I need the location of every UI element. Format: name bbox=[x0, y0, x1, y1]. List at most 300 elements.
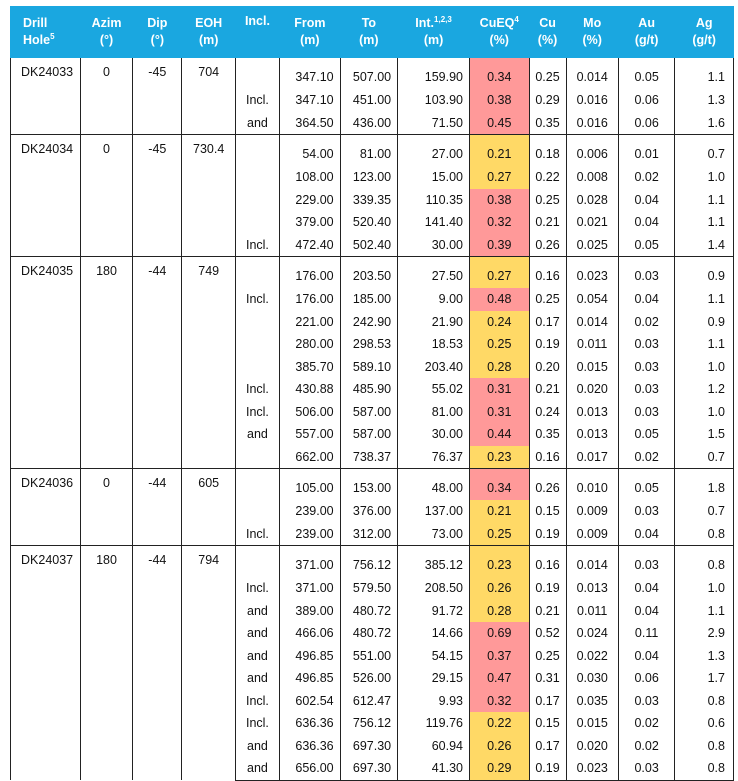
au-cell: 0.02 bbox=[618, 311, 674, 334]
interval-cell: 203.40 bbox=[398, 356, 470, 379]
col-from: From (m) bbox=[280, 7, 341, 58]
interval-cell: 18.53 bbox=[398, 333, 470, 356]
to-cell: 81.00 bbox=[340, 135, 398, 167]
au-cell: 0.02 bbox=[618, 166, 674, 189]
cu-cell: 0.16 bbox=[529, 546, 566, 578]
mo-cell: 0.024 bbox=[566, 622, 618, 645]
incl-cell bbox=[235, 333, 279, 356]
to-cell: 153.00 bbox=[340, 469, 398, 501]
cueq-cell: 0.69 bbox=[469, 622, 529, 645]
from-cell: 385.70 bbox=[280, 356, 341, 379]
incl-cell bbox=[235, 446, 279, 469]
to-cell: 203.50 bbox=[340, 257, 398, 289]
cu-cell: 0.26 bbox=[529, 469, 566, 501]
col-int: Int.$^{1,2,3}$ (m) bbox=[398, 7, 470, 58]
col-mo: Mo (%) bbox=[566, 7, 618, 58]
table-row bbox=[11, 58, 734, 90]
col-au: Au (g/t) bbox=[618, 7, 674, 58]
cu-cell: 0.25 bbox=[529, 58, 566, 90]
interval-cell: 48.00 bbox=[398, 469, 470, 501]
hole-id-cell: DK24035 bbox=[11, 257, 81, 469]
cu-cell: 0.16 bbox=[529, 446, 566, 469]
au-cell: 0.03 bbox=[618, 257, 674, 289]
au-cell: 0.03 bbox=[618, 546, 674, 578]
to-cell: 451.00 bbox=[340, 89, 398, 112]
from-cell: 239.00 bbox=[280, 523, 341, 546]
eoh-cell: 704 bbox=[182, 58, 235, 135]
incl-cell: and bbox=[235, 645, 279, 668]
to-cell: 298.53 bbox=[340, 333, 398, 356]
ag-cell: 1.1 bbox=[675, 333, 734, 356]
to-cell: 587.00 bbox=[340, 401, 398, 424]
from-cell: 496.85 bbox=[280, 645, 341, 668]
interval-cell: 30.00 bbox=[398, 423, 470, 446]
interval-cell: 208.50 bbox=[398, 577, 470, 600]
cueq-cell: 0.48 bbox=[469, 288, 529, 311]
au-cell: 0.04 bbox=[618, 600, 674, 623]
from-cell: 602.54 bbox=[280, 690, 341, 713]
from-cell: 280.00 bbox=[280, 333, 341, 356]
eoh-cell: 794 bbox=[182, 546, 235, 781]
cu-cell: 0.21 bbox=[529, 378, 566, 401]
from-cell: 472.40 bbox=[280, 234, 341, 257]
hole-id-cell: DK24037 bbox=[11, 546, 81, 781]
mo-cell: 0.054 bbox=[566, 288, 618, 311]
from-cell: 557.00 bbox=[280, 423, 341, 446]
ag-cell: 1.0 bbox=[675, 577, 734, 600]
interval-cell: 21.90 bbox=[398, 311, 470, 334]
mo-cell: 0.016 bbox=[566, 112, 618, 135]
incl-cell: and bbox=[235, 600, 279, 623]
from-cell: 371.00 bbox=[280, 577, 341, 600]
cueq-cell: 0.26 bbox=[469, 735, 529, 758]
ag-cell: 0.8 bbox=[675, 690, 734, 713]
ag-cell: 1.1 bbox=[675, 189, 734, 212]
interval-cell: 55.02 bbox=[398, 378, 470, 401]
to-cell: 612.47 bbox=[340, 690, 398, 713]
interval-cell: 141.40 bbox=[398, 211, 470, 234]
incl-cell bbox=[235, 257, 279, 289]
col-incl: Incl. bbox=[235, 7, 279, 58]
incl-cell: and bbox=[235, 735, 279, 758]
incl-cell bbox=[235, 58, 279, 90]
cueq-cell: 0.21 bbox=[469, 500, 529, 523]
cu-cell: 0.19 bbox=[529, 333, 566, 356]
table-row bbox=[11, 546, 734, 578]
au-cell: 0.03 bbox=[618, 333, 674, 356]
ag-cell: 1.4 bbox=[675, 234, 734, 257]
mo-cell: 0.009 bbox=[566, 500, 618, 523]
cu-cell: 0.25 bbox=[529, 645, 566, 668]
cueq-cell: 0.38 bbox=[469, 189, 529, 212]
to-cell: 312.00 bbox=[340, 523, 398, 546]
from-cell: 379.00 bbox=[280, 211, 341, 234]
interval-cell: 27.50 bbox=[398, 257, 470, 289]
to-cell: 507.00 bbox=[340, 58, 398, 90]
mo-cell: 0.010 bbox=[566, 469, 618, 501]
col-dip: Dip (°) bbox=[133, 7, 182, 58]
col-azim: Azim (°) bbox=[80, 7, 132, 58]
cu-cell: 0.17 bbox=[529, 735, 566, 758]
cueq-cell: 0.24 bbox=[469, 311, 529, 334]
cueq-cell: 0.26 bbox=[469, 577, 529, 600]
to-cell: 436.00 bbox=[340, 112, 398, 135]
interval-cell: 76.37 bbox=[398, 446, 470, 469]
au-cell: 0.05 bbox=[618, 469, 674, 501]
hole-group-dk24037 bbox=[11, 546, 734, 781]
hole-id-cell: DK24036 bbox=[11, 469, 81, 546]
mo-cell: 0.011 bbox=[566, 333, 618, 356]
eoh-cell: 730.4 bbox=[182, 135, 235, 257]
mo-cell: 0.025 bbox=[566, 234, 618, 257]
au-cell: 0.04 bbox=[618, 523, 674, 546]
interval-cell: 159.90 bbox=[398, 58, 470, 90]
au-cell: 0.02 bbox=[618, 712, 674, 735]
from-cell: 347.10 bbox=[280, 89, 341, 112]
cueq-cell: 0.34 bbox=[469, 58, 529, 90]
from-cell: 371.00 bbox=[280, 546, 341, 578]
cu-cell: 0.19 bbox=[529, 523, 566, 546]
au-cell: 0.05 bbox=[618, 58, 674, 90]
incl-cell bbox=[235, 311, 279, 334]
au-cell: 0.03 bbox=[618, 378, 674, 401]
hole-group-dk24034 bbox=[11, 135, 734, 257]
from-cell: 54.00 bbox=[280, 135, 341, 167]
au-cell: 0.02 bbox=[618, 735, 674, 758]
au-cell: 0.03 bbox=[618, 757, 674, 780]
ag-cell: 0.9 bbox=[675, 257, 734, 289]
au-cell: 0.11 bbox=[618, 622, 674, 645]
azim-cell: 180 bbox=[80, 546, 132, 781]
cu-cell: 0.17 bbox=[529, 690, 566, 713]
cueq-cell: 0.29 bbox=[469, 757, 529, 780]
from-cell: 662.00 bbox=[280, 446, 341, 469]
mo-cell: 0.013 bbox=[566, 423, 618, 446]
to-cell: 756.12 bbox=[340, 546, 398, 578]
cu-cell: 0.16 bbox=[529, 257, 566, 289]
incl-cell bbox=[235, 135, 279, 167]
au-cell: 0.06 bbox=[618, 112, 674, 135]
eoh-cell: 605 bbox=[182, 469, 235, 546]
ag-cell: 1.8 bbox=[675, 469, 734, 501]
cueq-cell: 0.31 bbox=[469, 401, 529, 424]
au-cell: 0.04 bbox=[618, 288, 674, 311]
incl-cell bbox=[235, 189, 279, 212]
col-to: To (m) bbox=[340, 7, 398, 58]
from-cell: 176.00 bbox=[280, 288, 341, 311]
hole-group-dk24033 bbox=[11, 58, 734, 135]
cu-cell: 0.52 bbox=[529, 622, 566, 645]
interval-cell: 15.00 bbox=[398, 166, 470, 189]
dip-cell: -44 bbox=[133, 469, 182, 546]
interval-cell: 29.15 bbox=[398, 667, 470, 690]
interval-cell: 385.12 bbox=[398, 546, 470, 578]
au-cell: 0.06 bbox=[618, 89, 674, 112]
cueq-cell: 0.27 bbox=[469, 257, 529, 289]
interval-cell: 27.00 bbox=[398, 135, 470, 167]
mo-cell: 0.014 bbox=[566, 311, 618, 334]
cueq-cell: 0.47 bbox=[469, 667, 529, 690]
cueq-cell: 0.27 bbox=[469, 166, 529, 189]
incl-cell bbox=[235, 546, 279, 578]
to-cell: 485.90 bbox=[340, 378, 398, 401]
to-cell: 756.12 bbox=[340, 712, 398, 735]
au-cell: 0.03 bbox=[618, 401, 674, 424]
from-cell: 221.00 bbox=[280, 311, 341, 334]
cueq-cell: 0.32 bbox=[469, 690, 529, 713]
table-row bbox=[11, 257, 734, 289]
to-cell: 697.30 bbox=[340, 735, 398, 758]
incl-cell: and bbox=[235, 423, 279, 446]
to-cell: 587.00 bbox=[340, 423, 398, 446]
to-cell: 480.72 bbox=[340, 622, 398, 645]
cu-cell: 0.25 bbox=[529, 288, 566, 311]
from-cell: 105.00 bbox=[280, 469, 341, 501]
dip-cell: -45 bbox=[133, 135, 182, 257]
ag-cell: 0.7 bbox=[675, 135, 734, 167]
cueq-cell: 0.34 bbox=[469, 469, 529, 501]
col-cueq: CuEQ$^4$ (%) bbox=[469, 7, 529, 58]
incl-cell bbox=[235, 356, 279, 379]
au-cell: 0.01 bbox=[618, 135, 674, 167]
ag-cell: 1.3 bbox=[675, 645, 734, 668]
mo-cell: 0.035 bbox=[566, 690, 618, 713]
cu-cell: 0.29 bbox=[529, 89, 566, 112]
mo-cell: 0.006 bbox=[566, 135, 618, 167]
cu-cell: 0.21 bbox=[529, 600, 566, 623]
interval-cell: 30.00 bbox=[398, 234, 470, 257]
from-cell: 364.50 bbox=[280, 112, 341, 135]
to-cell: 376.00 bbox=[340, 500, 398, 523]
au-cell: 0.03 bbox=[618, 500, 674, 523]
cu-cell: 0.22 bbox=[529, 166, 566, 189]
ag-cell: 1.3 bbox=[675, 89, 734, 112]
col-cu: Cu (%) bbox=[529, 7, 566, 58]
eoh-cell: 749 bbox=[182, 257, 235, 469]
from-cell: 636.36 bbox=[280, 735, 341, 758]
mo-cell: 0.014 bbox=[566, 546, 618, 578]
incl-cell bbox=[235, 500, 279, 523]
mo-cell: 0.030 bbox=[566, 667, 618, 690]
mo-cell: 0.023 bbox=[566, 757, 618, 780]
incl-cell: Incl. bbox=[235, 288, 279, 311]
interval-cell: 110.35 bbox=[398, 189, 470, 212]
to-cell: 123.00 bbox=[340, 166, 398, 189]
to-cell: 526.00 bbox=[340, 667, 398, 690]
to-cell: 339.35 bbox=[340, 189, 398, 212]
cueq-cell: 0.25 bbox=[469, 523, 529, 546]
ag-cell: 0.7 bbox=[675, 446, 734, 469]
from-cell: 430.88 bbox=[280, 378, 341, 401]
cu-cell: 0.21 bbox=[529, 211, 566, 234]
au-cell: 0.04 bbox=[618, 645, 674, 668]
incl-cell bbox=[235, 469, 279, 501]
cu-cell: 0.18 bbox=[529, 135, 566, 167]
cueq-cell: 0.45 bbox=[469, 112, 529, 135]
cu-cell: 0.25 bbox=[529, 189, 566, 212]
to-cell: 242.90 bbox=[340, 311, 398, 334]
to-cell: 185.00 bbox=[340, 288, 398, 311]
cueq-cell: 0.37 bbox=[469, 645, 529, 668]
incl-cell: Incl. bbox=[235, 523, 279, 546]
ag-cell: 0.9 bbox=[675, 311, 734, 334]
cu-cell: 0.15 bbox=[529, 500, 566, 523]
cu-cell: 0.17 bbox=[529, 311, 566, 334]
ag-cell: 1.0 bbox=[675, 356, 734, 379]
from-cell: 466.06 bbox=[280, 622, 341, 645]
interval-cell: 14.66 bbox=[398, 622, 470, 645]
interval-cell: 41.30 bbox=[398, 757, 470, 780]
mo-cell: 0.020 bbox=[566, 378, 618, 401]
from-cell: 506.00 bbox=[280, 401, 341, 424]
incl-cell: Incl. bbox=[235, 378, 279, 401]
cueq-cell: 0.25 bbox=[469, 333, 529, 356]
interval-cell: 81.00 bbox=[398, 401, 470, 424]
to-cell: 502.40 bbox=[340, 234, 398, 257]
interval-cell: 103.90 bbox=[398, 89, 470, 112]
ag-cell: 0.8 bbox=[675, 735, 734, 758]
cu-cell: 0.19 bbox=[529, 577, 566, 600]
incl-cell: Incl. bbox=[235, 89, 279, 112]
mo-cell: 0.013 bbox=[566, 401, 618, 424]
ag-cell: 1.2 bbox=[675, 378, 734, 401]
from-cell: 496.85 bbox=[280, 667, 341, 690]
interval-cell: 137.00 bbox=[398, 500, 470, 523]
cu-cell: 0.15 bbox=[529, 712, 566, 735]
header-row bbox=[11, 7, 734, 58]
azim-cell: 180 bbox=[80, 257, 132, 469]
mo-cell: 0.022 bbox=[566, 645, 618, 668]
au-cell: 0.02 bbox=[618, 446, 674, 469]
drill-results-table bbox=[10, 6, 734, 781]
incl-cell: Incl. bbox=[235, 401, 279, 424]
mo-cell: 0.020 bbox=[566, 735, 618, 758]
table-row bbox=[11, 469, 734, 501]
interval-cell: 9.00 bbox=[398, 288, 470, 311]
interval-cell: 91.72 bbox=[398, 600, 470, 623]
mo-cell: 0.017 bbox=[566, 446, 618, 469]
au-cell: 0.03 bbox=[618, 356, 674, 379]
azim-cell: 0 bbox=[80, 135, 132, 257]
au-cell: 0.05 bbox=[618, 234, 674, 257]
incl-cell: Incl. bbox=[235, 577, 279, 600]
col-eoh: EOH (m) bbox=[182, 7, 235, 58]
from-cell: 656.00 bbox=[280, 757, 341, 780]
au-cell: 0.03 bbox=[618, 690, 674, 713]
interval-cell: 73.00 bbox=[398, 523, 470, 546]
incl-cell: and bbox=[235, 757, 279, 780]
to-cell: 551.00 bbox=[340, 645, 398, 668]
cueq-cell: 0.39 bbox=[469, 234, 529, 257]
dip-cell: -45 bbox=[133, 58, 182, 135]
ag-cell: 0.7 bbox=[675, 500, 734, 523]
cu-cell: 0.20 bbox=[529, 356, 566, 379]
au-cell: 0.05 bbox=[618, 423, 674, 446]
dip-cell: -44 bbox=[133, 546, 182, 781]
interval-cell: 71.50 bbox=[398, 112, 470, 135]
incl-cell bbox=[235, 211, 279, 234]
mo-cell: 0.023 bbox=[566, 257, 618, 289]
cueq-cell: 0.28 bbox=[469, 356, 529, 379]
incl-cell bbox=[235, 166, 279, 189]
ag-cell: 1.1 bbox=[675, 211, 734, 234]
interval-cell: 60.94 bbox=[398, 735, 470, 758]
from-cell: 229.00 bbox=[280, 189, 341, 212]
cueq-cell: 0.23 bbox=[469, 546, 529, 578]
from-cell: 389.00 bbox=[280, 600, 341, 623]
ag-cell: 1.1 bbox=[675, 58, 734, 90]
cueq-cell: 0.31 bbox=[469, 378, 529, 401]
mo-cell: 0.009 bbox=[566, 523, 618, 546]
mo-cell: 0.014 bbox=[566, 58, 618, 90]
mo-cell: 0.015 bbox=[566, 356, 618, 379]
incl-cell: and bbox=[235, 667, 279, 690]
ag-cell: 0.6 bbox=[675, 712, 734, 735]
from-cell: 108.00 bbox=[280, 166, 341, 189]
col-drill-hole: Drill Hole$^5$ bbox=[11, 7, 81, 58]
interval-cell: 119.76 bbox=[398, 712, 470, 735]
mo-cell: 0.015 bbox=[566, 712, 618, 735]
incl-cell: Incl. bbox=[235, 690, 279, 713]
azim-cell: 0 bbox=[80, 469, 132, 546]
hole-group-dk24036 bbox=[11, 469, 734, 546]
mo-cell: 0.013 bbox=[566, 577, 618, 600]
incl-cell: Incl. bbox=[235, 712, 279, 735]
ag-cell: 1.1 bbox=[675, 600, 734, 623]
from-cell: 239.00 bbox=[280, 500, 341, 523]
from-cell: 176.00 bbox=[280, 257, 341, 289]
mo-cell: 0.021 bbox=[566, 211, 618, 234]
mo-cell: 0.016 bbox=[566, 89, 618, 112]
au-cell: 0.06 bbox=[618, 667, 674, 690]
mo-cell: 0.011 bbox=[566, 600, 618, 623]
from-cell: 636.36 bbox=[280, 712, 341, 735]
to-cell: 480.72 bbox=[340, 600, 398, 623]
ag-cell: 1.0 bbox=[675, 401, 734, 424]
to-cell: 520.40 bbox=[340, 211, 398, 234]
ag-cell: 1.6 bbox=[675, 112, 734, 135]
to-cell: 579.50 bbox=[340, 577, 398, 600]
mo-cell: 0.008 bbox=[566, 166, 618, 189]
cueq-cell: 0.22 bbox=[469, 712, 529, 735]
incl-cell: and bbox=[235, 622, 279, 645]
dip-cell: -44 bbox=[133, 257, 182, 469]
cu-cell: 0.26 bbox=[529, 234, 566, 257]
mo-cell: 0.028 bbox=[566, 189, 618, 212]
ag-cell: 1.1 bbox=[675, 288, 734, 311]
au-cell: 0.04 bbox=[618, 577, 674, 600]
cueq-cell: 0.21 bbox=[469, 135, 529, 167]
ag-cell: 1.5 bbox=[675, 423, 734, 446]
ag-cell: 0.8 bbox=[675, 546, 734, 578]
azim-cell: 0 bbox=[80, 58, 132, 135]
hole-id-cell: DK24033 bbox=[11, 58, 81, 135]
au-cell: 0.04 bbox=[618, 189, 674, 212]
col-ag: Ag (g/t) bbox=[675, 7, 734, 58]
from-cell: 347.10 bbox=[280, 58, 341, 90]
cueq-cell: 0.28 bbox=[469, 600, 529, 623]
incl-cell: and bbox=[235, 112, 279, 135]
au-cell: 0.04 bbox=[618, 211, 674, 234]
to-cell: 738.37 bbox=[340, 446, 398, 469]
ag-cell: 0.8 bbox=[675, 523, 734, 546]
ag-cell: 2.9 bbox=[675, 622, 734, 645]
cueq-cell: 0.23 bbox=[469, 446, 529, 469]
cu-cell: 0.35 bbox=[529, 112, 566, 135]
ag-cell: 1.0 bbox=[675, 166, 734, 189]
to-cell: 589.10 bbox=[340, 356, 398, 379]
cueq-cell: 0.44 bbox=[469, 423, 529, 446]
